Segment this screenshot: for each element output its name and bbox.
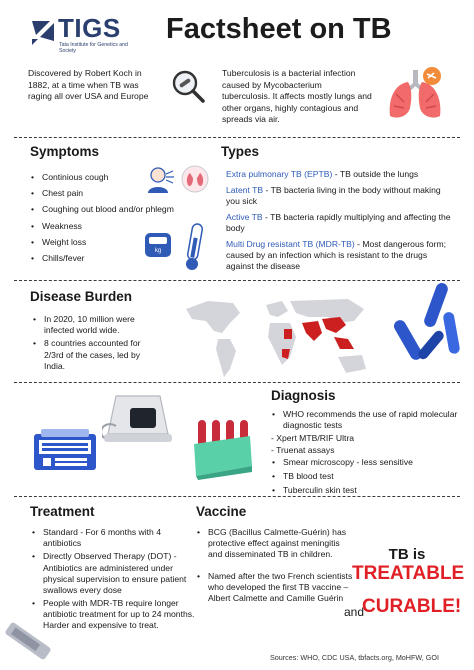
- vaccine-list: [196, 527, 356, 604]
- type-item-mdr: [226, 239, 456, 273]
- type-name: Latent TB: [226, 185, 264, 195]
- list-item: • People with MDR-TB require longer antibiotic treatment for up to 24 months. Harder and expensive to treat.: [31, 598, 196, 632]
- page-title: Factsheet on TB: [166, 13, 392, 45]
- logo-text: TIGS: [58, 13, 121, 43]
- list-item: • Weakness: [30, 221, 220, 232]
- list-item: • TB blood test: [271, 471, 461, 482]
- footer-sources: Sources: WHO, CDC USA, tbfacts.org, MoHFW, GOI: [270, 653, 439, 662]
- tigs-logo-mark: [30, 17, 56, 47]
- list-item: • Chest pain: [30, 188, 220, 199]
- burden-list: [32, 314, 150, 372]
- diagnosis-subitem: - Xpert MTB/RIF Ultra: [271, 433, 355, 443]
- person-coughing-icon: [146, 165, 176, 193]
- intro-right-text: Tuberculosis is a bacterial infection caused by Mycobacterium tuberculosis. It affects mostly lungs and other organs, highly contagious and spreads via air.: [222, 68, 372, 125]
- list-item: • Chills/fever: [30, 253, 220, 264]
- type-desc: - Most dangerous form; caused by an infection which is resistant to the drugs against the disease: [226, 239, 446, 272]
- intro-left-text: Discovered by Robert Koch in 1882, at a time when TB was raging all over USA and Europe: [28, 68, 149, 102]
- syringe-illustration: [0, 616, 58, 670]
- lab-machine-icon: [33, 428, 97, 472]
- microscope-icon: [102, 390, 174, 444]
- tigs-logo: [30, 15, 140, 57]
- diagnosis-heading: Diagnosis: [271, 388, 336, 403]
- logo-subtitle: Tata Institute for Genetics and Society: [59, 42, 128, 55]
- list-item: • Continious cough: [30, 172, 220, 183]
- type-desc: - TB bacteria living in the body without making you sick: [226, 185, 441, 207]
- list-item: • WHO recommends the use of rapid molecular diagnostic tests: [271, 409, 461, 431]
- callout-line1: TB is: [388, 546, 426, 563]
- list-item: • BCG (Bacillus Calmette-Guérin) has protective effect against meningitis and disseminated TB in children.: [196, 527, 356, 561]
- list-item: • Smear microscopy - less sensitive: [271, 457, 461, 468]
- divider-3: [14, 382, 460, 383]
- diagnosis-subitem: - Truenat assays: [271, 445, 335, 455]
- callout-and: and: [344, 605, 365, 619]
- symptoms-heading: Symptoms: [30, 144, 100, 159]
- list-item: • Tuberculin skin test: [271, 485, 461, 496]
- diagnosis-list-2: [271, 457, 461, 497]
- world-map: [178, 293, 378, 385]
- chest-icon: [180, 164, 210, 194]
- list-item: • Directly Observed Therapy (DOT) - Antibiotics are administered under physical supervision to ensure patient swallows every dose: [31, 551, 196, 596]
- diagnosis-list: [271, 409, 461, 432]
- callout-curable: CURABLE!: [362, 596, 462, 617]
- type-name: Multi Drug resistant TB (MDR-TB): [226, 239, 355, 249]
- magnifier-bacteria-icon: [170, 68, 206, 104]
- type-item-latent: [226, 185, 456, 207]
- lungs-icon: [384, 66, 448, 124]
- divider-4: [14, 496, 460, 497]
- thermometer-icon: [180, 222, 212, 272]
- svg-text:kg: kg: [154, 248, 162, 254]
- bacteria-illustration: [392, 278, 474, 378]
- type-desc: - TB outside the lungs: [332, 169, 419, 179]
- list-item: • Standard - For 6 months with 4 antibiotics: [31, 527, 196, 549]
- callout-treatable: TREATABLE: [352, 563, 465, 584]
- type-name: Active TB: [226, 212, 263, 222]
- type-item-eptb: [226, 169, 456, 180]
- test-tubes-icon: [192, 416, 254, 480]
- burden-heading: Disease Burden: [30, 289, 133, 304]
- list-item: • 8 countries accounted for 2/3rd of the cases, led by India.: [32, 338, 150, 372]
- treatment-heading: Treatment: [30, 504, 95, 519]
- vaccine-heading: Vaccine: [196, 504, 247, 519]
- scale-icon: [144, 232, 172, 258]
- divider-1: [14, 137, 460, 138]
- list-item: • Weight loss: [30, 237, 220, 248]
- type-desc: - TB bacteria rapidly multiplying and affecting the body: [226, 212, 451, 234]
- type-name: Extra pulmonary TB (EPTB): [226, 169, 333, 179]
- type-item-active: [226, 212, 456, 234]
- types-heading: Types: [221, 144, 260, 159]
- list-item: • In 2020, 10 million were infected world wide.: [32, 314, 150, 336]
- list-item: • Named after the two French scientists who developed the first TB vaccine – Albert Calmette and Camille Guérin: [196, 571, 356, 605]
- list-item: • Coughing out blood and/or phlegm: [30, 204, 220, 215]
